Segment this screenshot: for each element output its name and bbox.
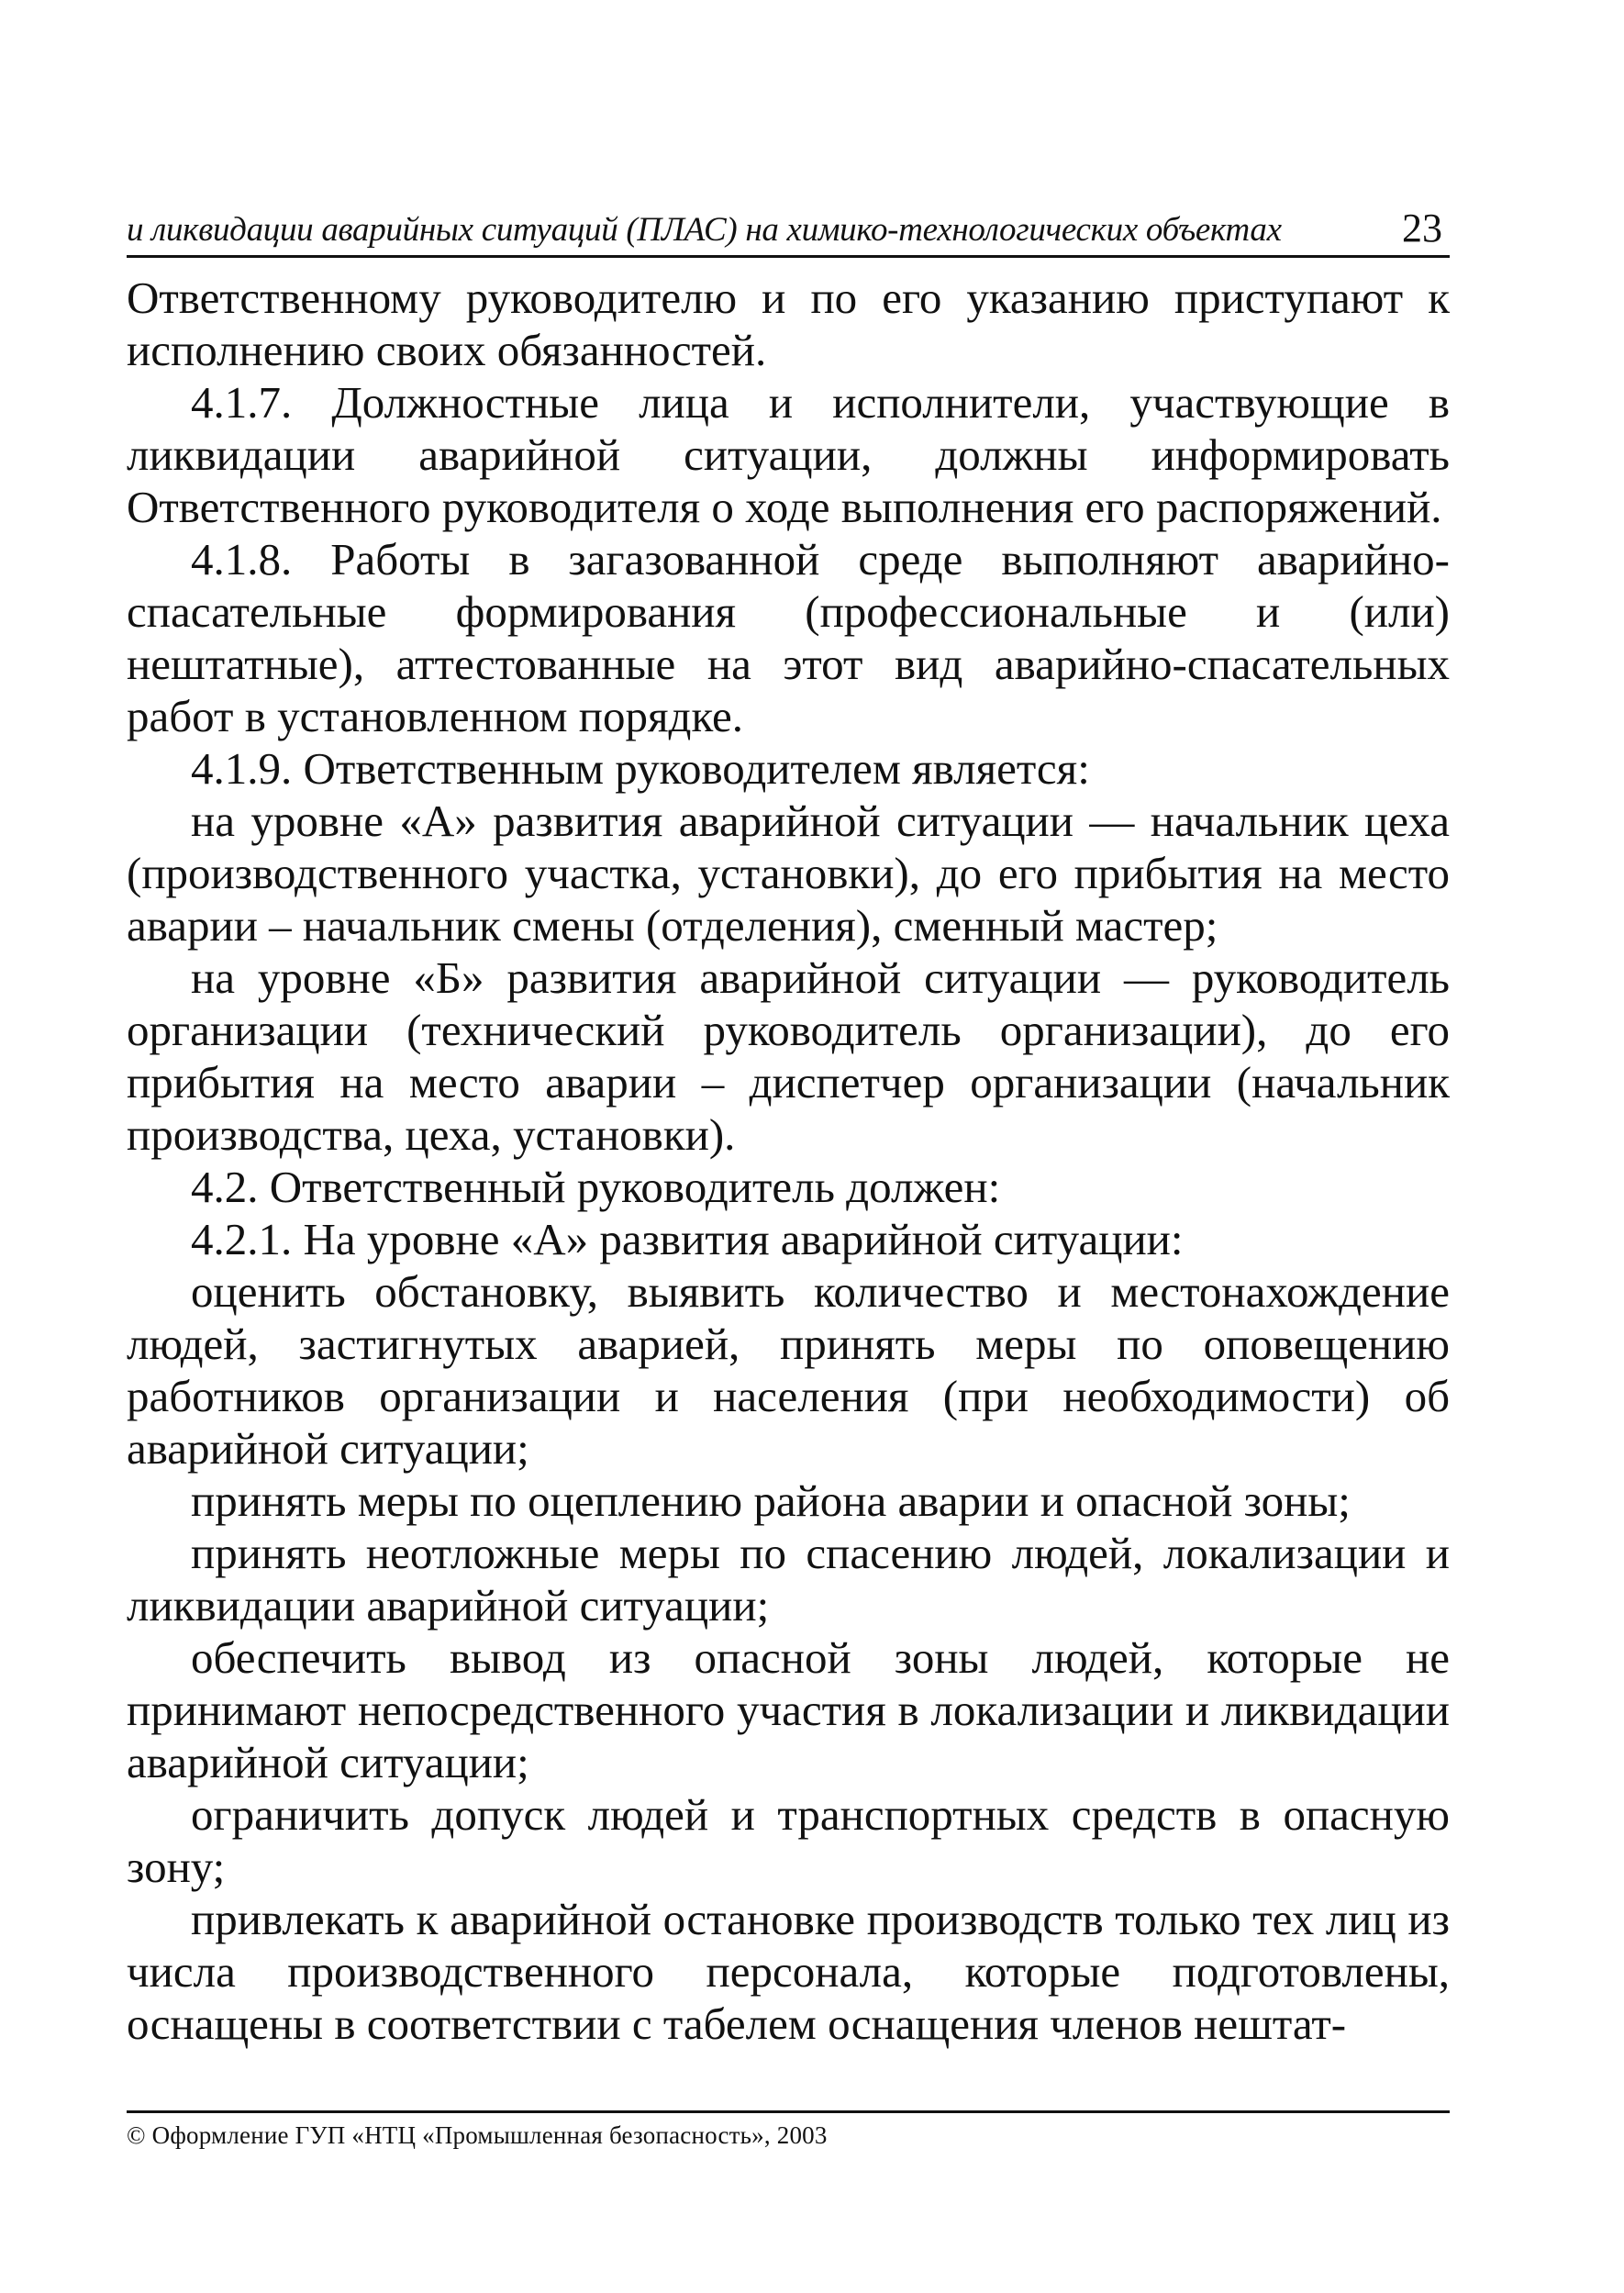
paragraph-level-b: на уровне «Б» развития аварийной ситуации — руководитель организации (технический руководитель организации), до его прибытия на место аварии – диспетчер организации (начальник производства, цеха, установки). bbox=[127, 952, 1450, 1160]
body-text bbox=[127, 272, 1450, 2050]
running-title: и ликвидации аварийных ситуаций (ПЛАС) на химико-технологических объектах bbox=[127, 211, 1282, 249]
page-number: 23 bbox=[1402, 206, 1442, 250]
footer-rule bbox=[127, 2110, 1450, 2113]
paragraph-continuation: Ответственному руководителю и по его указанию приступают к исполнению своих обязанностей. bbox=[127, 273, 1450, 375]
list-item-assess: оценить обстановку, выявить количество и местонахождение людей, застигнутых аварией, принять меры по оповещению работников организации и населения (при необходимости) об аварийной ситуации; bbox=[127, 1266, 1450, 1474]
paragraph-4-1-7: 4.1.7. Должностные лица и исполнители, участвующие в ликвидации аварийной ситуации, должны информировать Ответственного руководителя о ходе выполнения его распоряжений. bbox=[127, 377, 1450, 532]
list-item-cordon: принять меры по оцеплению района аварии и опасной зоны; bbox=[191, 1475, 1351, 1526]
paragraph-4-2-1: 4.2.1. На уровне «А» развития аварийной ситуации: bbox=[191, 1214, 1184, 1264]
list-item-evacuate: обеспечить вывод из опасной зоны людей, которые не принимают непосредственного участия в локализации и ликвидации аварийной ситуации; bbox=[127, 1632, 1450, 1787]
paragraph-level-a: на уровне «А» развития аварийной ситуации — начальник цеха (производственного участка, установки), до его прибытия на место аварии – начальник смены (отделения), сменный мастер; bbox=[127, 796, 1450, 951]
running-header bbox=[127, 204, 1450, 258]
paragraph-4-1-9: 4.1.9. Ответственным руководителем является: bbox=[191, 743, 1090, 794]
copyright-notice: © Оформление ГУП «НТЦ «Промышленная безопасность», 2003 bbox=[127, 2121, 828, 2149]
paragraph-4-2: 4.2. Ответственный руководитель должен: bbox=[191, 1162, 1001, 1212]
list-item-rescue: принять неотложные меры по спасению людей, локализации и ликвидации аварийной ситуации; bbox=[127, 1528, 1450, 1631]
list-item-restrict-access: ограничить допуск людей и транспортных средств в опасную зону; bbox=[127, 1789, 1450, 1892]
paragraph-4-1-8: 4.1.8. Работы в загазованной среде выполняют аварийно-спасательные формирования (профессиональные и (или) нештатные), аттестованные на этот вид аварийно-спасательных работ в установленном порядке. bbox=[127, 534, 1450, 741]
list-item-engage-personnel: привлекать к аварийной остановке производств только тех лиц из числа производственного персонала, которые подготовлены, оснащены в соответствии с табелем оснащения членов нештат- bbox=[127, 1894, 1450, 2049]
